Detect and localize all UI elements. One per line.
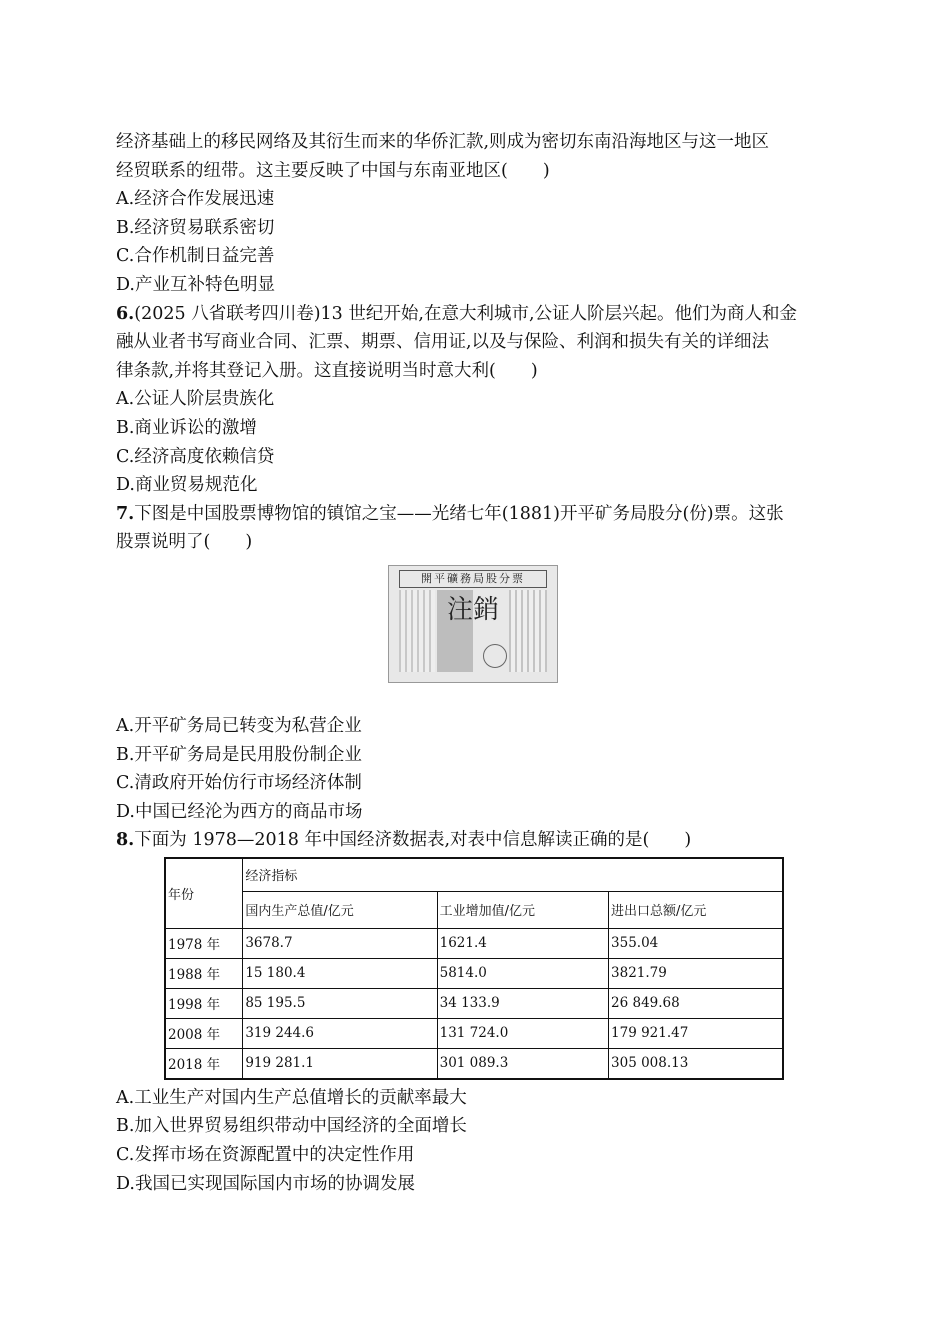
question-text: 13 世纪开始,在意大利城市,公证人阶层兴起。他们为商人和金 (320, 303, 798, 324)
cancelled-stamp: 注銷 (447, 594, 500, 625)
table-row (165, 988, 783, 1018)
table-row (165, 1018, 783, 1048)
question-6-stem (116, 300, 830, 329)
column-header: 国内生产总值/亿元 (243, 891, 437, 928)
table-cell: 85 195.5 (243, 988, 437, 1018)
year-cell: 1978 年 (165, 928, 243, 958)
question-text: 律条款,并将其登记入册。这直接说明当时意大利( ) (116, 360, 538, 381)
indicator-group-header: 经济指标 (243, 858, 783, 892)
question-text: 下图是中国股票博物馆的镇馆之宝——光绪七年(1881)开平矿务局股分(份)票。这张 (134, 503, 784, 524)
table-cell: 26 849.68 (609, 988, 783, 1018)
option-c: C.发挥市场在资源配置中的决定性作用 (116, 1145, 415, 1166)
stock-certificate-figure (116, 565, 830, 683)
question-text: 融从业者书写商业合同、汇票、期票、信用证,以及与保险、利润和损失有关的详细法 (116, 332, 770, 353)
question-7-stem (116, 500, 830, 529)
certificate-text-column (399, 590, 435, 672)
seal-mark (483, 644, 507, 668)
year-cell: 1988 年 (165, 958, 243, 988)
option-b: B.商业诉讼的激增 (116, 417, 257, 438)
option-a: A.工业生产对国内生产总值增长的贡献率最大 (116, 1087, 467, 1108)
stock-certificate-image (388, 565, 558, 683)
table-cell: 305 008.13 (609, 1048, 783, 1079)
question-number: 7. (116, 503, 135, 524)
economic-data-table (164, 857, 784, 1080)
option-d: D.产业互补特色明显 (116, 274, 275, 295)
option-a: A.开平矿务局已转变为私营企业 (116, 715, 362, 736)
question-text: 股票说明了( ) (116, 532, 253, 553)
question-text: 经济基础上的移民网络及其衍生而来的华侨汇款,则成为密切东南沿海地区与这一地区 (116, 132, 770, 152)
column-header: 工业增加值/亿元 (437, 891, 608, 928)
question-source: (2025 八省联考四川卷) (134, 303, 321, 324)
table-row (165, 1048, 783, 1079)
question-text: 经贸联系的纽带。这主要反映了中国与东南亚地区( ) (116, 160, 550, 181)
question-8-stem (116, 826, 830, 855)
table-cell: 919 281.1 (243, 1048, 437, 1079)
option-d: D.我国已实现国际国内市场的协调发展 (116, 1173, 415, 1194)
table-cell: 179 921.47 (609, 1018, 783, 1048)
option-d: D.商业贸易规范化 (116, 475, 258, 496)
option-c: C.清政府开始仿行市场经济体制 (116, 773, 362, 794)
option-b: B.开平矿务局是民用股份制企业 (116, 744, 362, 765)
table-cell: 131 724.0 (437, 1018, 608, 1048)
table-row (165, 958, 783, 988)
year-header: 年份 (165, 858, 243, 929)
year-cell: 2008 年 (165, 1018, 243, 1048)
certificate-text-column (509, 590, 547, 672)
table-cell: 3678.7 (243, 928, 437, 958)
option-c: C.经济高度依赖信贷 (116, 446, 275, 467)
table-cell: 1621.4 (437, 928, 608, 958)
table-cell: 355.04 (609, 928, 783, 958)
table-cell: 301 089.3 (437, 1048, 608, 1079)
table-row (165, 928, 783, 958)
table-cell: 34 133.9 (437, 988, 608, 1018)
column-header: 进出口总额/亿元 (609, 891, 783, 928)
option-a: A.经济合作发展迅速 (116, 189, 275, 210)
year-cell: 1998 年 (165, 988, 243, 1018)
certificate-title: 開平礦務局股分票 (399, 570, 547, 588)
question-number: 6. (116, 303, 135, 324)
table-cell: 5814.0 (437, 958, 608, 988)
question-text: 下面为 1978—2018 年中国经济数据表,对表中信息解读正确的是( ) (134, 830, 692, 851)
year-cell: 2018 年 (165, 1048, 243, 1079)
option-c: C.合作机制日益完善 (116, 246, 275, 267)
table-cell: 319 244.6 (243, 1018, 437, 1048)
question-number: 8. (116, 830, 135, 851)
table-cell: 15 180.4 (243, 958, 437, 988)
option-b: B.经济贸易联系密切 (116, 217, 275, 238)
table-cell: 3821.79 (609, 958, 783, 988)
option-a: A.公证人阶层贵族化 (116, 389, 275, 410)
option-d: D.中国已经沦为西方的商品市场 (116, 801, 363, 822)
page-content (116, 128, 830, 1198)
option-b: B.加入世界贸易组织带动中国经济的全面增长 (116, 1116, 467, 1137)
